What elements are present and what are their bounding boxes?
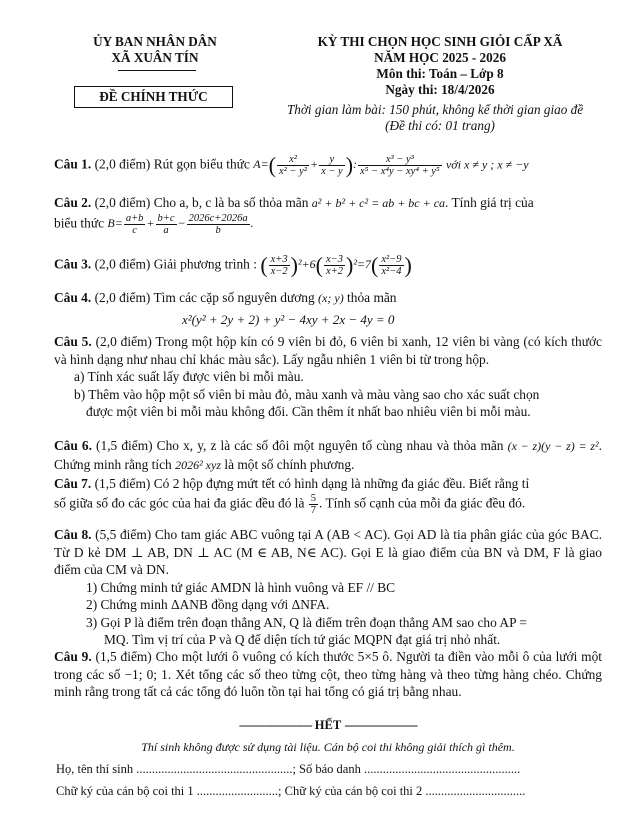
exam-header <box>270 34 610 98</box>
exam-title: KỲ THI CHỌN HỌC SINH GIỎI CẤP XÃ <box>317 34 563 49</box>
candidate-info: Họ, tên thí sinh ..................................................; Số báo danh .................................................. <box>56 762 521 776</box>
question-4: Câu 4. (2,0 điểm) Tìm các cặp số nguyên dương (x; y) thỏa mãn <box>54 290 397 305</box>
question-3: Câu 3. (2,0 điểm) Giải phương trình : ( $\frac{x+3}{x-2}$ )²+6( $\frac{x-3}{x+2}$ )²=7( $\frac{\text{x²−9}}{\text{x²−4}}$ ) <box>54 252 412 278</box>
exam-date: Ngày thi: 18/4/2026 <box>385 82 495 97</box>
org-underline <box>118 70 196 71</box>
q5-part-b-line2: được một viên bi mỗi màu không đổi. Cần thêm ít nhất bao nhiêu viên bi mỗi màu. <box>86 404 531 419</box>
question-6: Câu 6. (1,5 điểm) Cho x, y, z là các số đôi một nguyên tố cùng nhau và thỏa mãn (x − z)(y − z) = z². Chứng minh rằng tích 2026² xyz là một số chính phương. <box>54 438 602 472</box>
question-8: Câu 8. (5,5 điểm) Cho tam giác ABC vuông tại A (AB < AC). Gọi AD là tia phân giác của góc BAC. Từ D kẻ DM ⊥ AB, DN ⊥ AC (M ∈ AB, N∈ AC). Gọi E là giao điểm của BN và DM, F là giao điểm của CM và DN. 1) Chứng minh tứ giác AMDN là hình vuông và EF // BC 2) Chứng minh ΔANB đồng dạng với ΔNFA. 3) Gọi P là điểm trên đoạn thẳng AN, Q là điểm trên đoạn thẳng AM sao cho AP = MQ. Tìm vị trí của P và Q để diện tích tứ giác MQPN đạt giá trị nhỏ nhất. <box>54 527 602 647</box>
q8-part-3-line1: 3) Gọi P là điểm trên đoạn thẳng AN, Q là điểm trên đoạn thẳng AM sao cho AP = <box>86 614 527 630</box>
q5-part-b-line1: b) Thêm vào hộp một số viên bi màu đỏ, màu xanh và màu vàng sao cho xác suất chọn <box>74 386 540 402</box>
question-2: Câu 2. (2,0 điểm) Cho a, b, c là ba số thỏa mãn a² + b² + c² = ab + bc + ca. Tính giá trị của biểu thức B= $\frac{a+b}{c}$ + $\frac{b+c}{a}$ − $\frac{2026c+2026a}{b}$ . <box>54 195 534 236</box>
q8-part-2: 2) Chứng minh ΔANB đồng dạng với ΔNFA. <box>86 597 330 612</box>
end-mark: HẾT <box>314 718 342 732</box>
end-divider: ----------------------- HẾT ----------------------- <box>238 718 418 732</box>
q7-ratio: $\frac{5}{7}$ <box>310 492 317 516</box>
question-7: Câu 7. (1,5 điểm) Có 2 hộp đựng mứt tết có hình dạng là những đa giác đều. Biết rằng tỉ số giữa số đo các góc của hai đa giác đều đó là $\frac{5}{7}$ . Tính số cạnh của mỗi đa giác đều đó. <box>54 476 530 516</box>
q8-part-1: 1) Chứng minh tứ giác AMDN là hình vuông và EF // BC <box>86 579 396 595</box>
proctor-signatures: Chữ ký của cán bộ coi thi 1 ..........................; Chữ ký của cán bộ coi thi 2 ................................ <box>56 784 526 798</box>
org-line-2: XÃ XUÂN TÍN <box>111 50 199 65</box>
q1-expression: A=( $\frac{\text{x²}}{\text{x² − y²}}$ + $\frac{y}{x - y}$ ): $\frac{\text{x³ − y³}}{\text{x⁵ − x⁴y − xy⁴ + y⁵}}$ <box>253 152 440 178</box>
issuing-authority <box>70 34 240 66</box>
q8-part-3-line2: MQ. Tìm vị trí của P và Q để diện tích tứ giác MQPN đạt giá trị nhỏ nhất. <box>104 632 501 647</box>
exam-note: Thí sinh không được sử dụng tài liệu. Cán bộ coi thi không giải thích gì thêm. <box>141 740 515 754</box>
page-count: (Đề thi có: 01 trang) <box>385 118 495 133</box>
q2-expression: B= $\frac{a+b}{c}$ + $\frac{b+c}{a}$ − $\frac{2026c+2026a}{b}$ . <box>107 212 254 236</box>
question-9: Câu 9. (1,5 điểm) Cho một lưới ô vuông có kích thước 5×5 ô. Người ta điền vào mỗi ô của lưới một trong các số −1; 0; 1. Xét tổng các số theo từng cột, theo từng hàng và theo từng hàng chéo. Chứng minh rằng trong tất cả các tổng đó luôn tồn tại hai tổng có giá trị bằng nhau. <box>54 649 602 699</box>
q3-equation: ( $\frac{x+3}{x-2}$ )²+6( $\frac{x-3}{x+2}$ )²=7( $\frac{\text{x²−9}}{\text{x²−4}}$ ) <box>260 252 412 278</box>
question-1: Câu 1. (2,0 điểm) Rút gọn biểu thức A=( $\frac{\text{x²}}{\text{x² − y²}}$ + $\frac{y}{x - y}$ ): $\frac{\text{x³ − y³}}{\text{x⁵ − x⁴y − xy⁴ + y⁵}}$ với x ≠ y ; x ≠ −y <box>54 152 529 178</box>
exam-subject: Môn thi: Toán – Lớp 8 <box>376 66 504 81</box>
q4-equation: x²(y² + 2y + 2) + y² − 4xy + 2x − 4y = 0 <box>182 312 395 327</box>
org-line-1: ỦY BAN NHÂN DÂN <box>93 34 217 49</box>
school-year: NĂM HỌC 2025 - 2026 <box>374 50 506 65</box>
exam-duration: Thời gian làm bài: 150 phút, không kể thời gian giao đề <box>286 102 584 117</box>
question-5: Câu 5. (2,0 điểm) Trong một hộp kín có 9 viên bi đỏ, 6 viên bi xanh, 12 viên bi vàng (có kích thước và hình dạng như nhau chỉ khác màu sắc). Lấy ngẫu nhiên 1 viên bi từ trong hộp. a) Tính xác suất lấy được viên bi mỗi màu. b) Thêm vào hộp một số viên bi màu đỏ, màu xanh và màu vàng sao cho xác suất chọn được một viên bi mỗi màu không đổi. Cần thêm ít nhất bao nhiêu viên bi mỗi màu. <box>54 334 602 419</box>
q5-part-a: a) Tính xác suất lấy được viên bi mỗi màu. <box>74 369 304 384</box>
official-label: ĐỀ CHÍNH THỨC <box>74 86 233 108</box>
